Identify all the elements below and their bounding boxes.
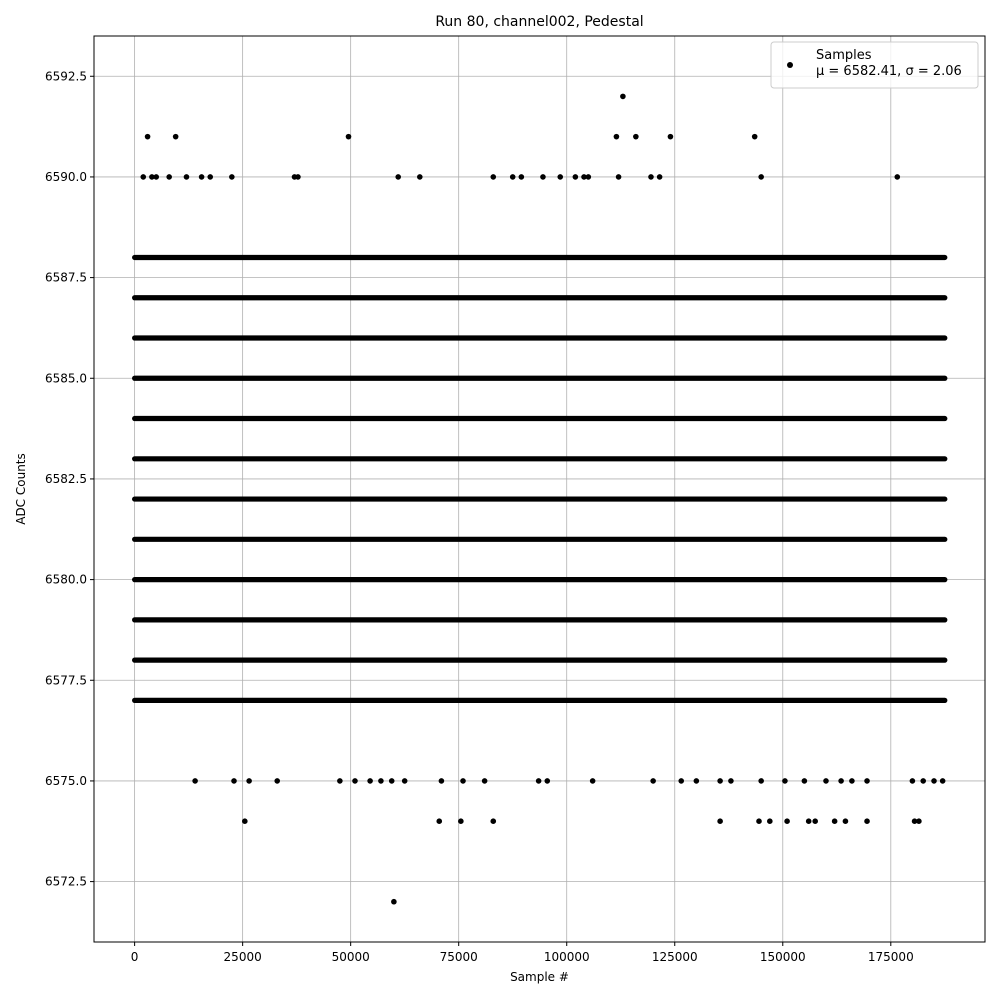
y-tick-label: 6590.0: [45, 169, 87, 184]
sample-point: [614, 134, 620, 140]
sample-point: [184, 174, 190, 180]
sample-point: [274, 778, 280, 784]
sample-point: [458, 818, 464, 824]
sample-point: [752, 134, 758, 140]
legend-series-name: Samples: [816, 48, 872, 63]
sample-point: [346, 134, 352, 140]
sample-point: [482, 778, 488, 784]
sample-point: [229, 174, 235, 180]
sample-point: [931, 778, 937, 784]
sample-point: [717, 818, 723, 824]
sample-point: [758, 174, 764, 180]
y-tick-label: 6580.0: [45, 572, 87, 587]
legend-series-stats: μ = 6582.41, σ = 2.06: [816, 64, 962, 79]
chart-title: Run 80, channel002, Pedestal: [435, 14, 644, 30]
sample-point: [389, 778, 395, 784]
sample-point: [756, 818, 762, 824]
sample-point: [173, 134, 179, 140]
x-tick-label: 100000: [543, 950, 590, 964]
sample-point: [439, 778, 445, 784]
sample-point: [812, 818, 818, 824]
y-tick-label: 6587.5: [45, 270, 87, 285]
sample-point: [894, 174, 900, 180]
x-axis-label: Sample #: [510, 970, 569, 984]
sample-point: [402, 778, 408, 784]
x-tick-label: 25000: [223, 950, 262, 964]
sample-point: [864, 818, 870, 824]
sample-point: [140, 174, 146, 180]
sample-point: [650, 778, 656, 784]
x-tick-label: 0: [130, 950, 139, 964]
sample-point: [728, 778, 734, 784]
sample-point: [153, 174, 159, 180]
x-tick-label: 125000: [651, 950, 698, 964]
sample-point: [767, 818, 773, 824]
sample-point: [207, 174, 213, 180]
sample-point: [823, 778, 829, 784]
sample-point: [199, 174, 205, 180]
x-tick-label: 150000: [759, 950, 806, 964]
sample-point: [717, 778, 723, 784]
x-tick-label: 50000: [331, 950, 370, 964]
sample-point: [490, 174, 496, 180]
y-tick-label: 6592.5: [45, 69, 87, 84]
sample-point: [694, 778, 700, 784]
sample-point: [391, 899, 397, 905]
sample-point: [784, 818, 790, 824]
sample-point: [758, 778, 764, 784]
sample-point: [849, 778, 855, 784]
sample-point: [510, 174, 516, 180]
sample-point: [590, 778, 596, 784]
sample-point: [916, 818, 922, 824]
sample-point: [678, 778, 684, 784]
sample-point: [540, 174, 546, 180]
legend: [771, 42, 978, 88]
sample-point: [460, 778, 466, 784]
sample-point: [436, 818, 442, 824]
sample-point: [633, 134, 639, 140]
sample-point: [843, 818, 849, 824]
sample-point: [367, 778, 373, 784]
sample-point: [620, 94, 626, 100]
sample-point: [295, 174, 301, 180]
sample-point: [573, 174, 579, 180]
sample-point: [337, 778, 343, 784]
sample-point: [864, 778, 870, 784]
sample-point: [417, 174, 423, 180]
y-axis-label: ADC Counts: [14, 453, 28, 525]
sample-point: [832, 818, 838, 824]
sample-point: [378, 778, 384, 784]
sample-point: [352, 778, 358, 784]
sample-point: [145, 134, 151, 140]
y-tick-label: 6577.5: [45, 673, 87, 688]
sample-point: [802, 778, 808, 784]
sample-point: [557, 174, 563, 180]
sample-point: [616, 174, 622, 180]
y-tick-label: 6585.0: [45, 371, 87, 386]
sample-point: [519, 174, 525, 180]
x-tick-label: 175000: [867, 950, 914, 964]
sample-point: [166, 174, 172, 180]
sample-point: [544, 778, 550, 784]
legend-marker-icon: [787, 62, 793, 68]
sample-point: [536, 778, 542, 784]
sample-point: [782, 778, 788, 784]
sample-point: [657, 174, 663, 180]
x-tick-label: 75000: [439, 950, 478, 964]
sample-point: [940, 778, 946, 784]
sample-point: [838, 778, 844, 784]
sample-point: [242, 818, 248, 824]
sample-point: [490, 818, 496, 824]
y-tick-label: 6582.5: [45, 471, 87, 486]
sample-point: [648, 174, 654, 180]
sample-point: [920, 778, 926, 784]
sample-point: [586, 174, 592, 180]
sample-point: [231, 778, 237, 784]
sample-point: [668, 134, 674, 140]
sample-point: [910, 778, 916, 784]
y-tick-label: 6575.0: [45, 773, 87, 788]
sample-point: [246, 778, 252, 784]
sample-point: [192, 778, 198, 784]
sample-point: [806, 818, 812, 824]
sample-point: [395, 174, 401, 180]
y-tick-label: 6572.5: [45, 874, 87, 889]
